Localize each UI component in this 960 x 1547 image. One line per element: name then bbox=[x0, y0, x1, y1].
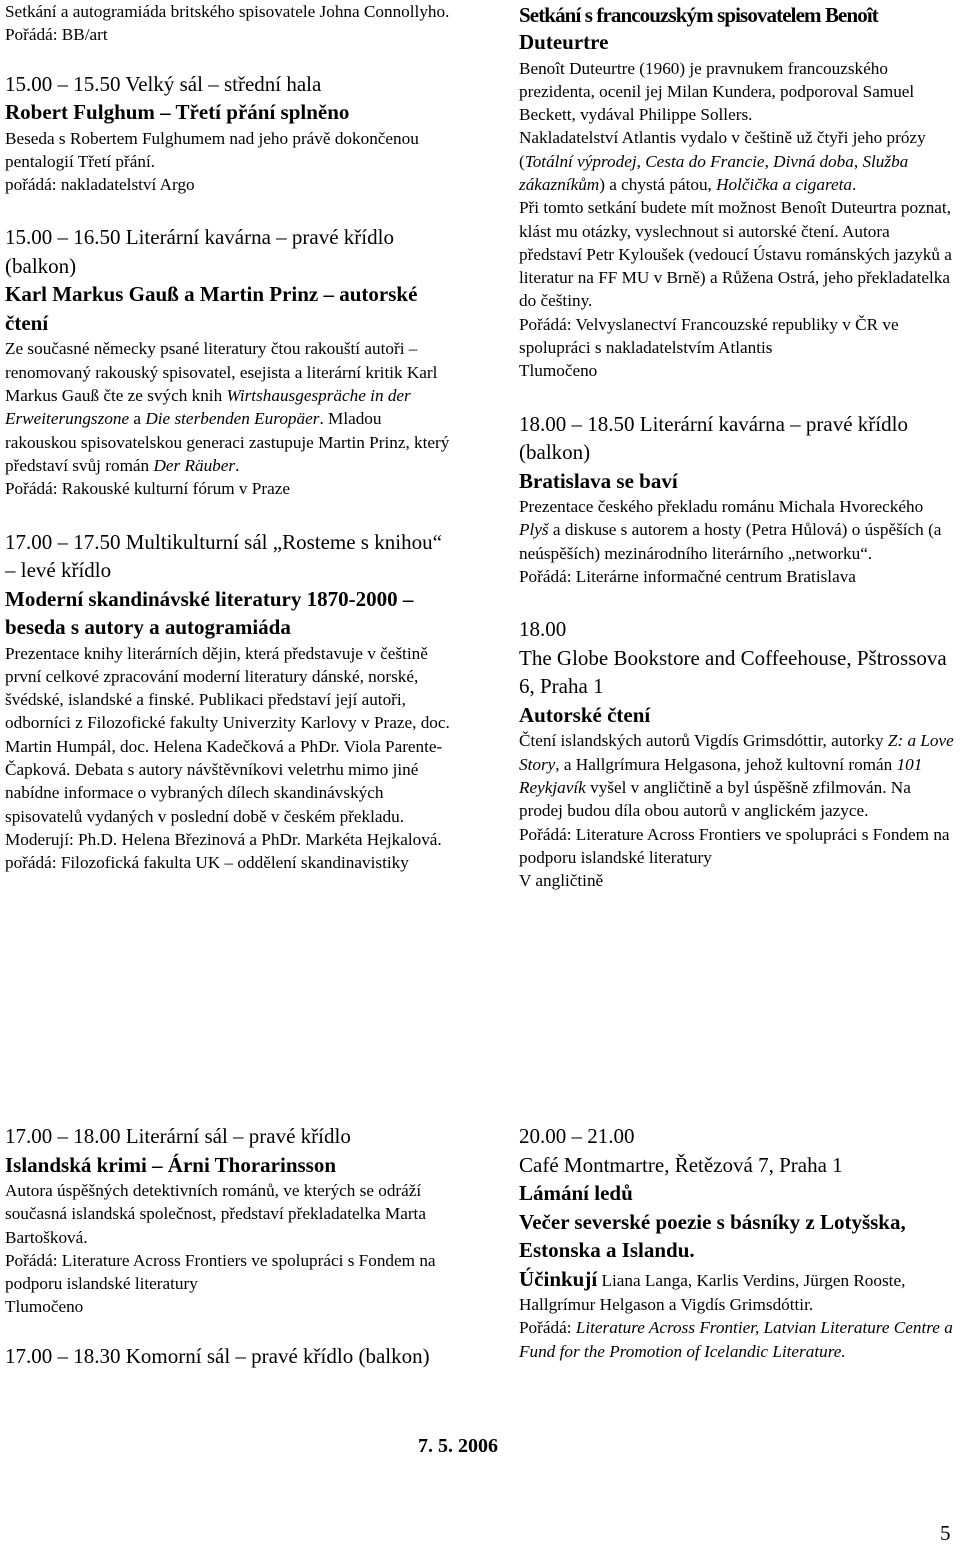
event-bratislava bbox=[519, 410, 956, 589]
intro-organizer: Pořádá: BB/art bbox=[5, 25, 108, 45]
book-title: Cesta do Francie bbox=[645, 151, 765, 171]
event-fulghum bbox=[5, 70, 450, 197]
book-title: Divná doba bbox=[773, 151, 854, 171]
event-title: Lámání ledů bbox=[519, 1181, 633, 1205]
event-venue: The Globe Bookstore and Coffeehouse, Pštrossova 6, Praha 1 bbox=[519, 645, 947, 699]
event-organizer: Pořádá: Velvyslanectví Francouzské republiky v ČR ve spolupráci s nakladatelstvím Atlantis bbox=[519, 314, 899, 358]
event-globe-reading bbox=[519, 615, 956, 892]
event-organizer: Pořádá: Literature Across Frontiers ve spolupráci s Fondem na podporu islandské literatury bbox=[5, 1250, 436, 1294]
event-organizer: Pořádá: Literature Across Frontier, Latvian Literature Centre a Fund for the Promotion of Icelandic Literature. bbox=[519, 1318, 953, 1361]
event-organizer: Pořádá: Literárne informačné centrum Bratislava bbox=[519, 567, 856, 587]
event-description: Prezentace českého překladu románu Michala Hvoreckého Plyš a diskuse s autorem a hosty (Petra Hůlová) o úspěších (a neúspěších) mezinárodního literárního „networku“. bbox=[519, 497, 942, 563]
book-title: Plyš bbox=[519, 520, 549, 540]
event-time: 15.00 – 16.50 Literární kavárna – pravé křídlo (balkon) bbox=[5, 225, 394, 278]
event-description: Autora úspěšných detektivních románů, ve kterých se odráží současná islandská společnost, představí překladatelka Marta Bartošková. bbox=[5, 1181, 426, 1247]
event-title: Bratislava se baví bbox=[519, 468, 678, 493]
event-organizer: pořádá: Filozofická fakulta UK – oddělení skandinavistiky bbox=[5, 853, 409, 873]
page-number: 5 bbox=[940, 1521, 951, 1545]
book-title: Holčička a cigareta bbox=[716, 174, 853, 194]
event-time: 18.00 – 18.50 Literární kavárna – pravé křídlo (balkon) bbox=[519, 411, 908, 465]
book-title: Z: a Love Story bbox=[519, 731, 954, 774]
event-title: Autorské čtení bbox=[519, 702, 651, 727]
event-gauss-prinz bbox=[5, 223, 450, 500]
book-title: Wirtshausgespräche in der Erweiterungszone bbox=[5, 386, 411, 429]
event-description: Benoît Duteurtre (1960) je pravnukem francouzského prezidenta, ocenil jej Milan Kundera, podporoval Samuel Beckett, vydával Philippe Sollers. bbox=[519, 58, 915, 125]
event-note: Tlumočeno bbox=[5, 1297, 84, 1317]
event-description: Prezentace knihy literárních dějin, která představuje v češtině první celkové zpracování moderní literatury dánské, norské, švédské, islandské a finské. Publikaci představí její autoři, odborníci z Filozofické fakulty Univerzity Karlovy v Praze, doc. Martin Humpál, doc. Helena Kadečková a PhDr. Viola Parente-Čapková. Debata s autory návštěvníkovi veletrhu mimo jiné nabídne informace o vybraných dílech skandinávských spisovatelů vydaných v poslední době v českém překladu. bbox=[5, 643, 450, 826]
event-note: V angličtině bbox=[519, 871, 604, 891]
event-duteurtre bbox=[519, 2, 956, 383]
book-title: Totální výprodej bbox=[524, 151, 637, 171]
performers-label: Účinkují bbox=[519, 1266, 598, 1291]
event-title: Setkání s francouzským spisovatelem Benoît bbox=[519, 3, 878, 27]
book-title: Der Räuber bbox=[153, 455, 236, 475]
event-organizer: Pořádá: Literature Across Frontiers ve spolupráci s Fondem na podporu islandské literatury bbox=[519, 824, 950, 867]
event-title-cont: Duteurtre bbox=[519, 30, 609, 54]
event-description: Ze současné německy psané literatury čtou rakouští autoři – renomovaný rakouský spisovatel, esejista a literární kritik Karl Markus Gauß čte ze svých knih Wirtshausgespräche in der Erweiterungszone a Die sterbenden Europäer. Mladou rakouskou spisovatelskou generaci zastupuje Martin Prinz, který představí svůj román Der Räuber. bbox=[5, 339, 450, 475]
event-performers: Účinkují Liana Langa, Karlis Verdins, Jürgen Rooste, Hallgrímur Helgason a Vigdís Grimsdóttir. bbox=[519, 1266, 906, 1314]
event-subtitle: Večer severské poezie s básníky z Lotyšska, Estonska a Islandu. bbox=[519, 1209, 906, 1262]
event-scandinavian-literature bbox=[5, 528, 450, 875]
event-organizer: pořádá: nakladatelství Argo bbox=[5, 175, 195, 195]
event-komorni-sal bbox=[5, 1342, 450, 1371]
event-description: Čtení islandských autorů Vigdís Grimsdóttir, autorky Z: a Love Story, a Hallgrímura Helgasona, jehož kultovní román 101 Reykjavík vyšel v angličtině a byl úspěšně zfilmován. Na prodej budou díla obou autorů v anglickém jazyce. bbox=[519, 731, 954, 821]
event-time: 17.00 – 18.00 Literární sál – pravé křídlo bbox=[5, 1124, 351, 1148]
book-title: Die sterbenden Europäer bbox=[145, 409, 320, 429]
intro-text: Setkání a autogramiáda britského spisovatele Johna Connollyho. bbox=[5, 2, 450, 21]
event-time: 17.00 – 18.30 Komorní sál – pravé křídlo (balkon) bbox=[5, 1343, 430, 1368]
bottom-right-column bbox=[519, 1122, 956, 1363]
book-title: Služba zákazníkům bbox=[519, 151, 909, 194]
organizer-names: Literature Across Frontier, Latvian Literature Centre a Fund for the Promotion of Icelandic Literature. bbox=[519, 1318, 953, 1361]
event-title: Moderní skandinávské literatury 1870-2000 – beseda s autory a autogramiáda bbox=[5, 586, 414, 640]
event-time: 18.00 bbox=[519, 617, 567, 642]
event-note: Tlumočeno bbox=[519, 361, 598, 381]
event-venue: Café Montmartre, Řetězová 7, Praha 1 bbox=[519, 1152, 843, 1177]
event-description: Beseda s Robertem Fulghumem nad jeho právě dokončenou pentalogií Třetí přání. bbox=[5, 128, 419, 171]
event-title: Islandská krimi – Árni Thorarinsson bbox=[5, 1152, 337, 1177]
event-time: 17.00 – 17.50 Multikulturní sál „Rosteme s knihou“ – levé křídlo bbox=[5, 529, 442, 583]
bottom-left-column bbox=[5, 1122, 450, 1370]
event-nordic-poetry bbox=[519, 1122, 956, 1363]
event-time: 15.00 – 15.50 Velký sál – střední hala bbox=[5, 71, 322, 96]
event-title: Karl Markus Gauß a Martin Prinz – autorské čtení bbox=[5, 282, 418, 335]
event-title: Robert Fulghum – Třetí přání splněno bbox=[5, 100, 350, 125]
event-time: 20.00 – 21.00 bbox=[519, 1124, 635, 1148]
page-date: 7. 5. 2006 bbox=[418, 1435, 498, 1457]
right-column bbox=[519, 2, 956, 892]
event-description: Při tomto setkání budete mít možnost Benoît Duteurtra poznat, klást mu otázky, vyslechnout si autorské čtení. Autora představí Petr Kyloušek (vedoucí Ústavu románských jazyků a literatur na FF MU v Brně) a Růžena Ostrá, jeho překladatelka do češtiny. bbox=[519, 198, 952, 311]
event-icelandic-crime bbox=[5, 1122, 450, 1319]
book-title: 101 Reykjavík bbox=[519, 754, 923, 797]
left-column bbox=[5, 0, 450, 875]
event-moderators: Moderují: Ph.D. Helena Březinová a PhDr. Markéta Hejkalová. bbox=[5, 829, 442, 849]
event-organizer: Pořádá: Rakouské kulturní fórum v Praze bbox=[5, 479, 290, 499]
event-description: Nakladatelství Atlantis vydalo v češtině už čtyři jeho prózy (Totální výprodej, Cesta do Francie, Divná doba, Služba zákazníkům) a chystá pátou, Holčička a cigareta. bbox=[519, 128, 926, 194]
